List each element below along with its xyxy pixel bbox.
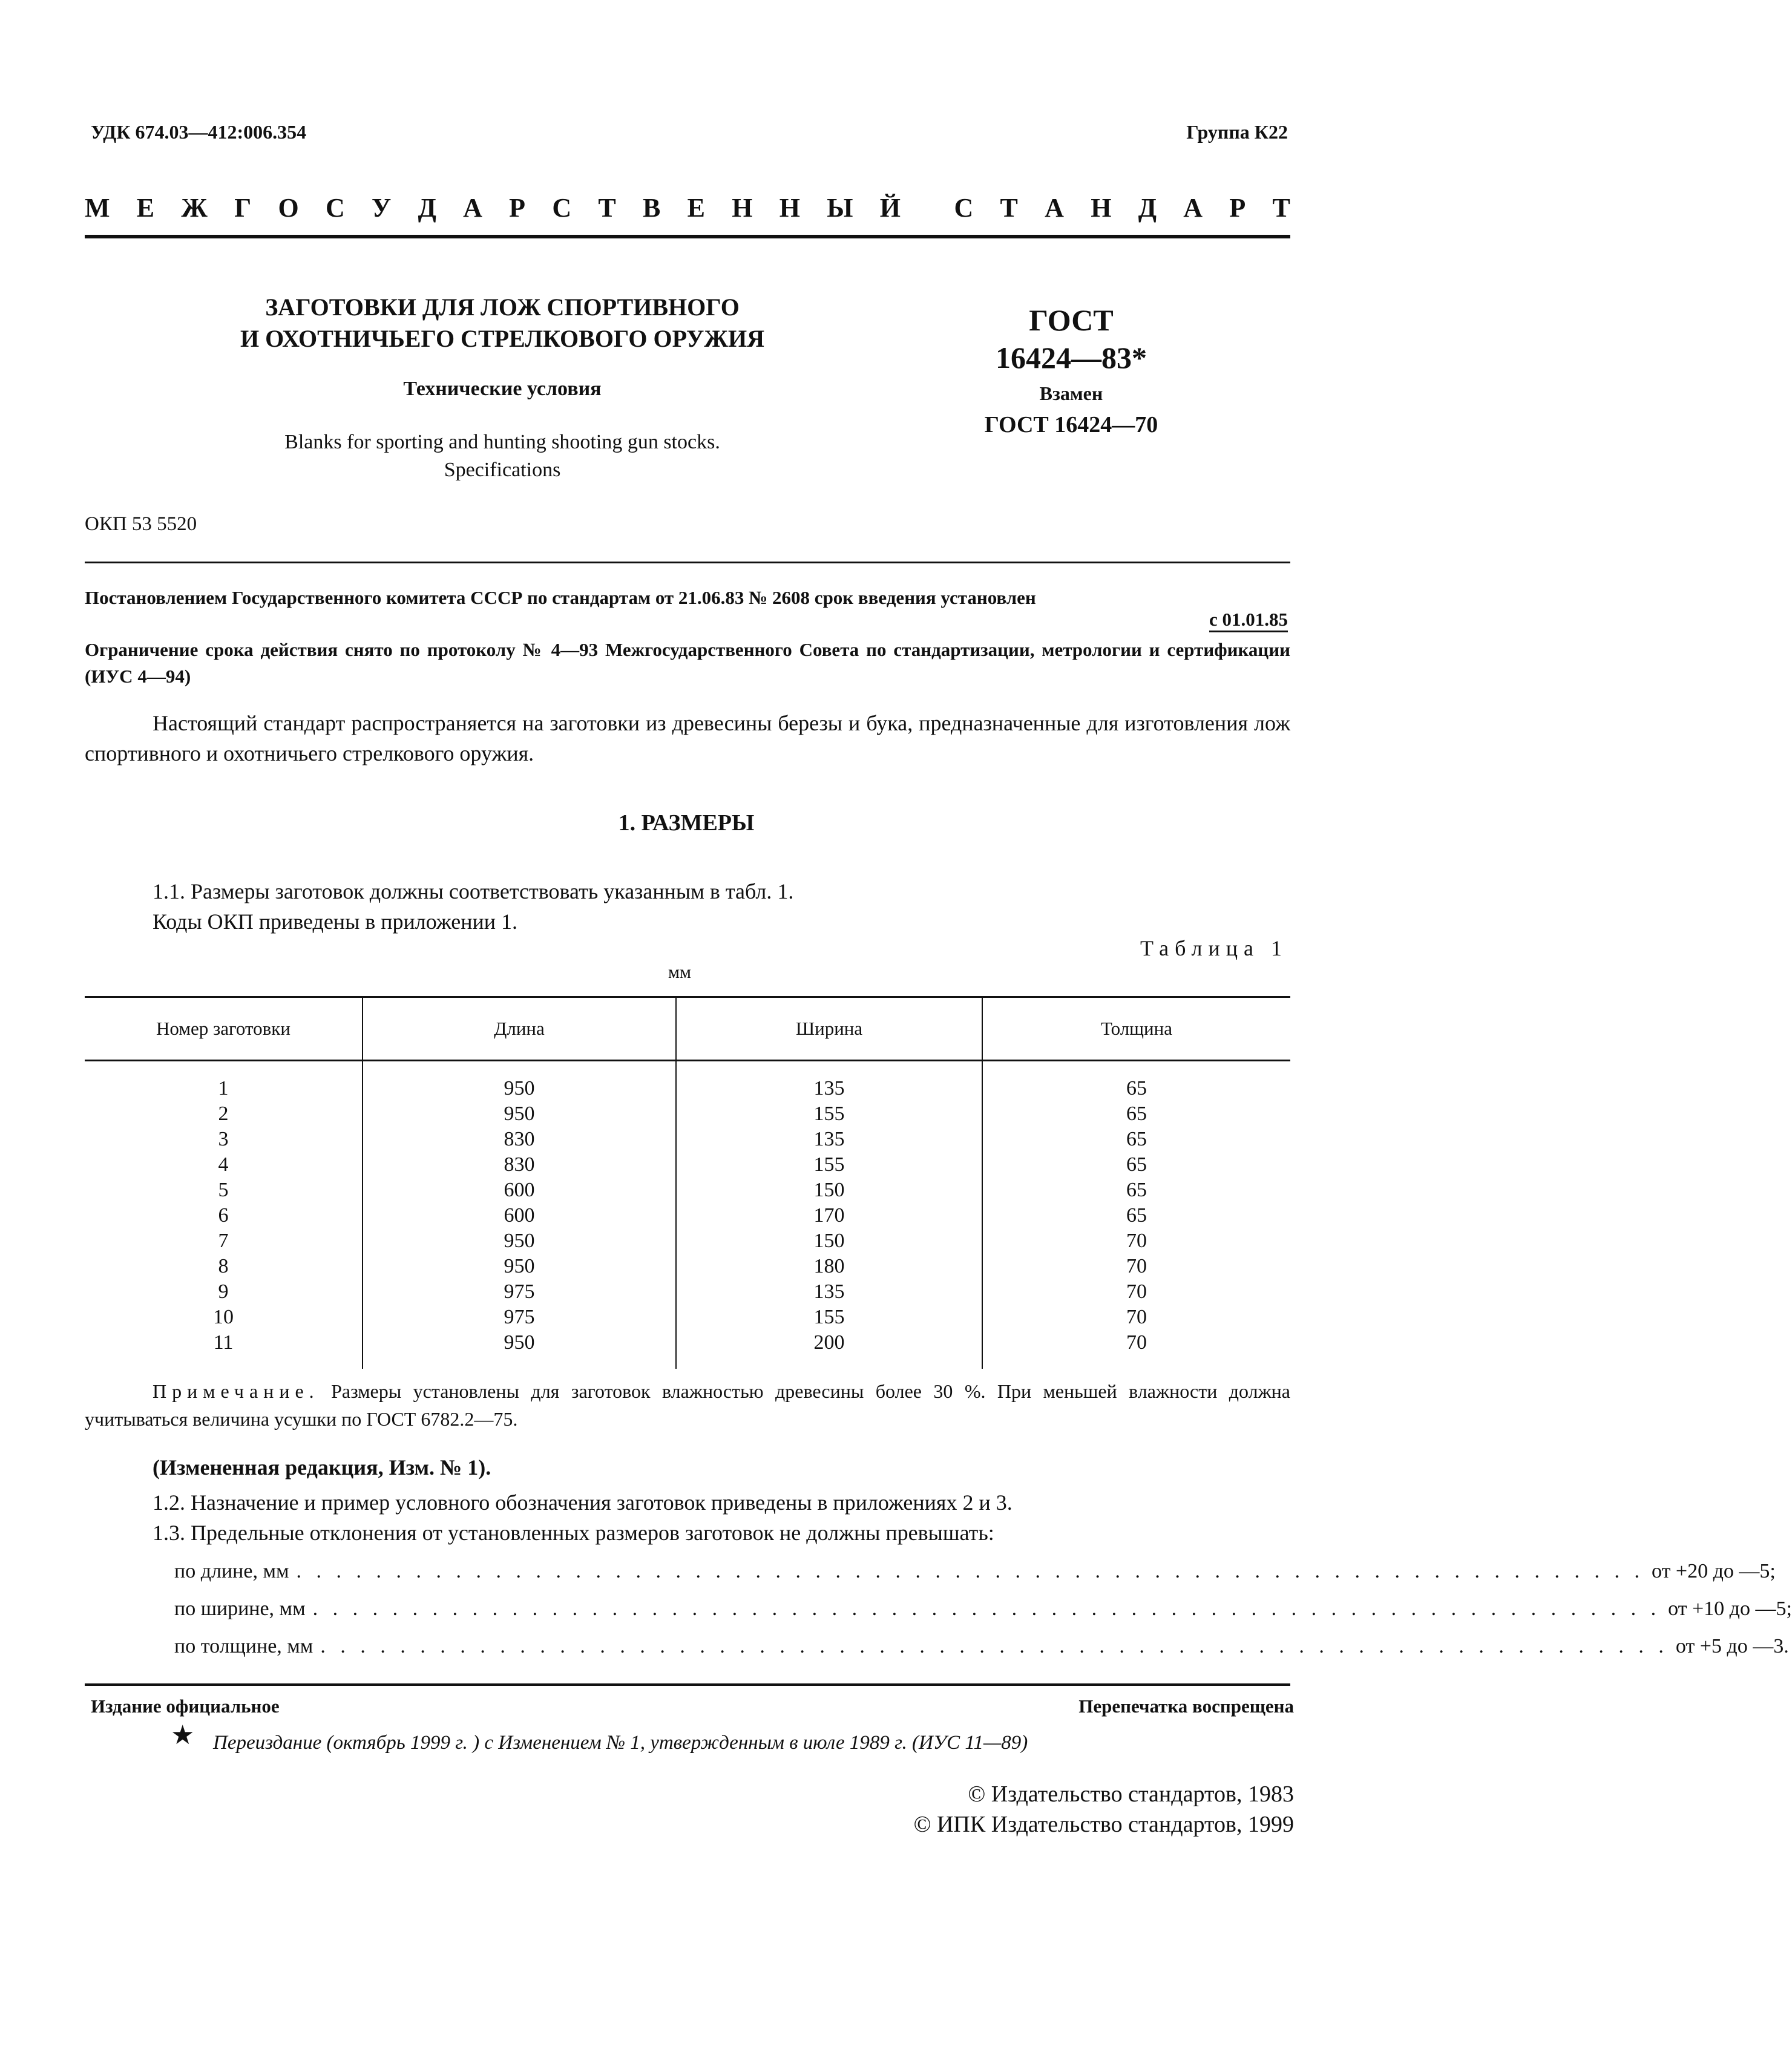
cell-width: 180 — [676, 1254, 982, 1279]
cell-width: 135 — [676, 1279, 982, 1305]
reprint-prohibited-label: Перепечатка воспрещена — [1078, 1696, 1294, 1717]
dimensions-table — [85, 996, 1290, 1369]
cell-width: 155 — [676, 1305, 982, 1330]
note-label: Примечание. — [153, 1380, 320, 1402]
table-units: мм — [668, 962, 691, 982]
cell-thickness: 65 — [982, 1101, 1290, 1127]
standard-type-heading — [85, 192, 1290, 223]
okp-codes-ref: Коды ОКП приведены в приложении 1. — [153, 909, 518, 934]
cell-thickness: 65 — [982, 1127, 1290, 1152]
heading-letter: Н — [1091, 193, 1112, 223]
cell-thickness: 70 — [982, 1279, 1290, 1305]
heading-letter: Г — [234, 193, 252, 223]
gost-label: ГОСТ — [1029, 303, 1114, 337]
star-icon: ★ — [171, 1720, 195, 1750]
cell-width: 200 — [676, 1330, 982, 1369]
deviation-length-label: по длине, мм — [174, 1560, 289, 1582]
table-row — [85, 1127, 1290, 1152]
document-title-line-1: ЗАГОТОВКИ ДЛЯ ЛОЖ СПОРТИВНОГО — [265, 293, 740, 321]
heading-letter: А — [1183, 193, 1203, 223]
heading-letter: Е — [687, 193, 705, 223]
cell-thickness: 65 — [982, 1203, 1290, 1228]
cell-blank-number: 2 — [218, 1103, 229, 1125]
heading-letter: Р — [1229, 193, 1246, 223]
table-row — [85, 1178, 1290, 1203]
cell-width: 135 — [676, 1061, 982, 1102]
cell-length: 830 — [363, 1127, 676, 1152]
group-code: Группа К22 — [1186, 121, 1288, 143]
cell-thickness: 65 — [982, 1061, 1290, 1102]
heading-letter: Р — [509, 193, 526, 223]
cell-blank-number: 3 — [218, 1128, 229, 1150]
clause-1-1 — [153, 876, 793, 937]
cell-blank-number: 10 — [213, 1306, 234, 1328]
heading-letter: Е — [136, 193, 155, 223]
clause-1-2: 1.2. Назначение и пример условного обозначения заготовок приведены в приложениях 2 и 3. — [153, 1490, 1013, 1515]
deviation-thickness-label: по толщине, мм — [174, 1635, 313, 1657]
heading-letter: А — [463, 193, 482, 223]
heading-letter: А — [1045, 193, 1064, 223]
cell-length: 975 — [363, 1305, 676, 1330]
cell-thickness: 70 — [982, 1330, 1290, 1369]
table-row — [85, 1101, 1290, 1127]
cell-blank-number: 8 — [218, 1255, 229, 1277]
table-row — [85, 1061, 1290, 1102]
deviation-length-value: от +20 до —5; — [1651, 1560, 1776, 1582]
heading-letter: Т — [1272, 193, 1290, 223]
table-row — [85, 1279, 1290, 1305]
cell-blank-number: 11 — [213, 1331, 234, 1354]
heading-letter: С — [954, 193, 974, 223]
cell-width: 155 — [676, 1101, 982, 1127]
intro-paragraph: Настоящий стандарт распространяется на заготовки из древесины березы и бука, предназначенные для изготовления лож спортивного и охотничьего стрелкового оружия. — [85, 711, 1290, 765]
table-row — [85, 1152, 1290, 1178]
clause-1-3: 1.3. Предельные отклонения от установленных размеров заготовок не должны превышать: — [153, 1521, 994, 1545]
heading-letter: Н — [779, 193, 800, 223]
table-header-row — [85, 997, 1290, 1061]
cell-length: 950 — [363, 1101, 676, 1127]
heading-letter: Д — [1138, 193, 1157, 223]
cell-blank-number: 1 — [218, 1077, 229, 1099]
cell-length: 950 — [363, 1330, 676, 1369]
cell-thickness: 65 — [982, 1152, 1290, 1178]
header-width: Ширина — [676, 997, 982, 1061]
header-blank-number: Номер заготовки — [85, 997, 363, 1061]
heading-letter: Ы — [827, 193, 853, 223]
cell-width: 150 — [676, 1178, 982, 1203]
cell-blank-number: 9 — [218, 1280, 229, 1303]
cell-length: 600 — [363, 1203, 676, 1228]
english-title-line-1: Blanks for sporting and hunting shooting gun stocks. — [284, 431, 720, 453]
heading-letter: Т — [598, 193, 616, 223]
gost-number-block — [944, 301, 1198, 439]
decree-text: Постановлением Государственного комитета СССР по стандартам от 21.06.83 № 2608 срок введения установлен — [85, 587, 1036, 608]
cell-width: 150 — [676, 1228, 982, 1254]
cell-thickness: 70 — [982, 1228, 1290, 1254]
heading-letter: С — [552, 193, 572, 223]
cell-thickness: 65 — [982, 1178, 1290, 1203]
cell-length: 975 — [363, 1279, 676, 1305]
clause-1-1-text: 1.1. Размеры заготовок должны соответствовать указанным в табл. 1. — [153, 879, 794, 903]
heading-letter: Т — [1000, 193, 1018, 223]
heading-letter: У — [372, 193, 392, 223]
table-row — [85, 1228, 1290, 1254]
cell-blank-number: 4 — [218, 1153, 229, 1176]
cell-width: 155 — [676, 1152, 982, 1178]
replaces-label: Взамен — [1039, 382, 1103, 404]
replaced-standard: ГОСТ 16424—70 — [984, 412, 1158, 437]
heading-letter: М — [85, 193, 110, 223]
heading-letter: О — [278, 193, 299, 223]
leader-dots: . . . . . . . . . . . . . . . . . . . . . . . . . . . . . . . . . . . . . . . . . . . . . . . . . . . . . . . . . . . . . . . . . . . . — [296, 1560, 1644, 1582]
header-thickness: Толщина — [982, 997, 1290, 1061]
cell-length: 600 — [363, 1178, 676, 1203]
cell-length: 950 — [363, 1228, 676, 1254]
copyright-1999: © ИПК Издательство стандартов, 1999 — [913, 1812, 1294, 1837]
copyright-block — [914, 1779, 1294, 1840]
heading-letter: В — [643, 193, 661, 223]
leader-dots: . . . . . . . . . . . . . . . . . . . . . . . . . . . . . . . . . . . . . . . . . . . . . . . . . . . . . . . . . . . . . . . . . . . . — [312, 1598, 1661, 1620]
cell-thickness: 70 — [982, 1254, 1290, 1279]
table-row — [85, 1330, 1290, 1369]
deviation-width-label: по ширине, мм — [174, 1598, 306, 1620]
title-block — [182, 292, 823, 484]
heading-letter: Н — [732, 193, 753, 223]
deviation-thickness-value: от +5 до —3. — [1675, 1635, 1789, 1657]
deviation-length — [174, 1560, 1776, 1583]
section-heading: 1. РАЗМЕРЫ — [618, 810, 755, 836]
heading-letter: Д — [418, 193, 436, 223]
document-title-line-2: И ОХОТНИЧЬЕГО СТРЕЛКОВОГО ОРУЖИЯ — [240, 325, 764, 352]
leader-dots: . . . . . . . . . . . . . . . . . . . . . . . . . . . . . . . . . . . . . . . . . . . . . . . . . . . . . . . . . . . . . . . . . . . . — [320, 1635, 1669, 1657]
document-subtitle: Технические условия — [403, 378, 602, 400]
cell-length: 950 — [363, 1061, 676, 1102]
table-row — [85, 1203, 1290, 1228]
cell-width: 135 — [676, 1127, 982, 1152]
title-rule — [85, 562, 1290, 563]
udk-code: УДК 674.03—412:006.354 — [91, 121, 307, 143]
cell-blank-number: 7 — [218, 1230, 229, 1252]
heading-letter: С — [325, 193, 345, 223]
decree-effective-date: с 01.01.85 — [1209, 609, 1288, 632]
deviation-width-value: от +10 до —5; — [1668, 1598, 1792, 1620]
note-text: Размеры установлены для заготовок влажностью древесины более 30 %. При меньшей влажности должна учитываться величина усушки по ГОСТ 6782.2—75. — [85, 1380, 1291, 1430]
clauses-1-2-1-3 — [153, 1487, 1013, 1548]
reissue-note: Переиздание (октябрь 1999 г. ) с Изменением № 1, утвержденным в июле 1989 г. (ИУС 11—89) — [213, 1732, 1028, 1754]
copyright-1983: © Издательство стандартов, 1983 — [968, 1781, 1294, 1807]
gost-number: 16424—83* — [996, 341, 1147, 375]
table-label: Таблица 1 — [1140, 936, 1288, 960]
deviation-thickness — [174, 1635, 1789, 1658]
header-length: Длина — [363, 997, 676, 1061]
cell-thickness: 70 — [982, 1305, 1290, 1330]
cell-blank-number: 5 — [218, 1179, 229, 1201]
header-rule — [85, 235, 1290, 238]
heading-letter: Ж — [181, 193, 208, 223]
heading-letter: Й — [879, 193, 901, 223]
table-row — [85, 1305, 1290, 1330]
cell-width: 170 — [676, 1203, 982, 1228]
okp-code: ОКП 53 5520 — [85, 513, 197, 535]
table-note — [85, 1377, 1290, 1433]
english-title-line-2: Specifications — [444, 459, 561, 481]
deviation-width — [174, 1598, 1792, 1621]
cell-length: 950 — [363, 1254, 676, 1279]
change-note: (Измененная редакция, Изм. № 1). — [153, 1455, 491, 1480]
limitation-text: Ограничение срока действия снято по протоколу № 4—93 Межгосударственного Совета по стандартизации, метрологии и сертификации (ИУС 4—94) — [85, 639, 1290, 687]
cell-blank-number: 6 — [218, 1204, 229, 1227]
official-edition-label: Издание официальное — [91, 1696, 280, 1717]
footer-rule — [85, 1683, 1290, 1686]
cell-length: 830 — [363, 1152, 676, 1178]
table-row — [85, 1254, 1290, 1279]
